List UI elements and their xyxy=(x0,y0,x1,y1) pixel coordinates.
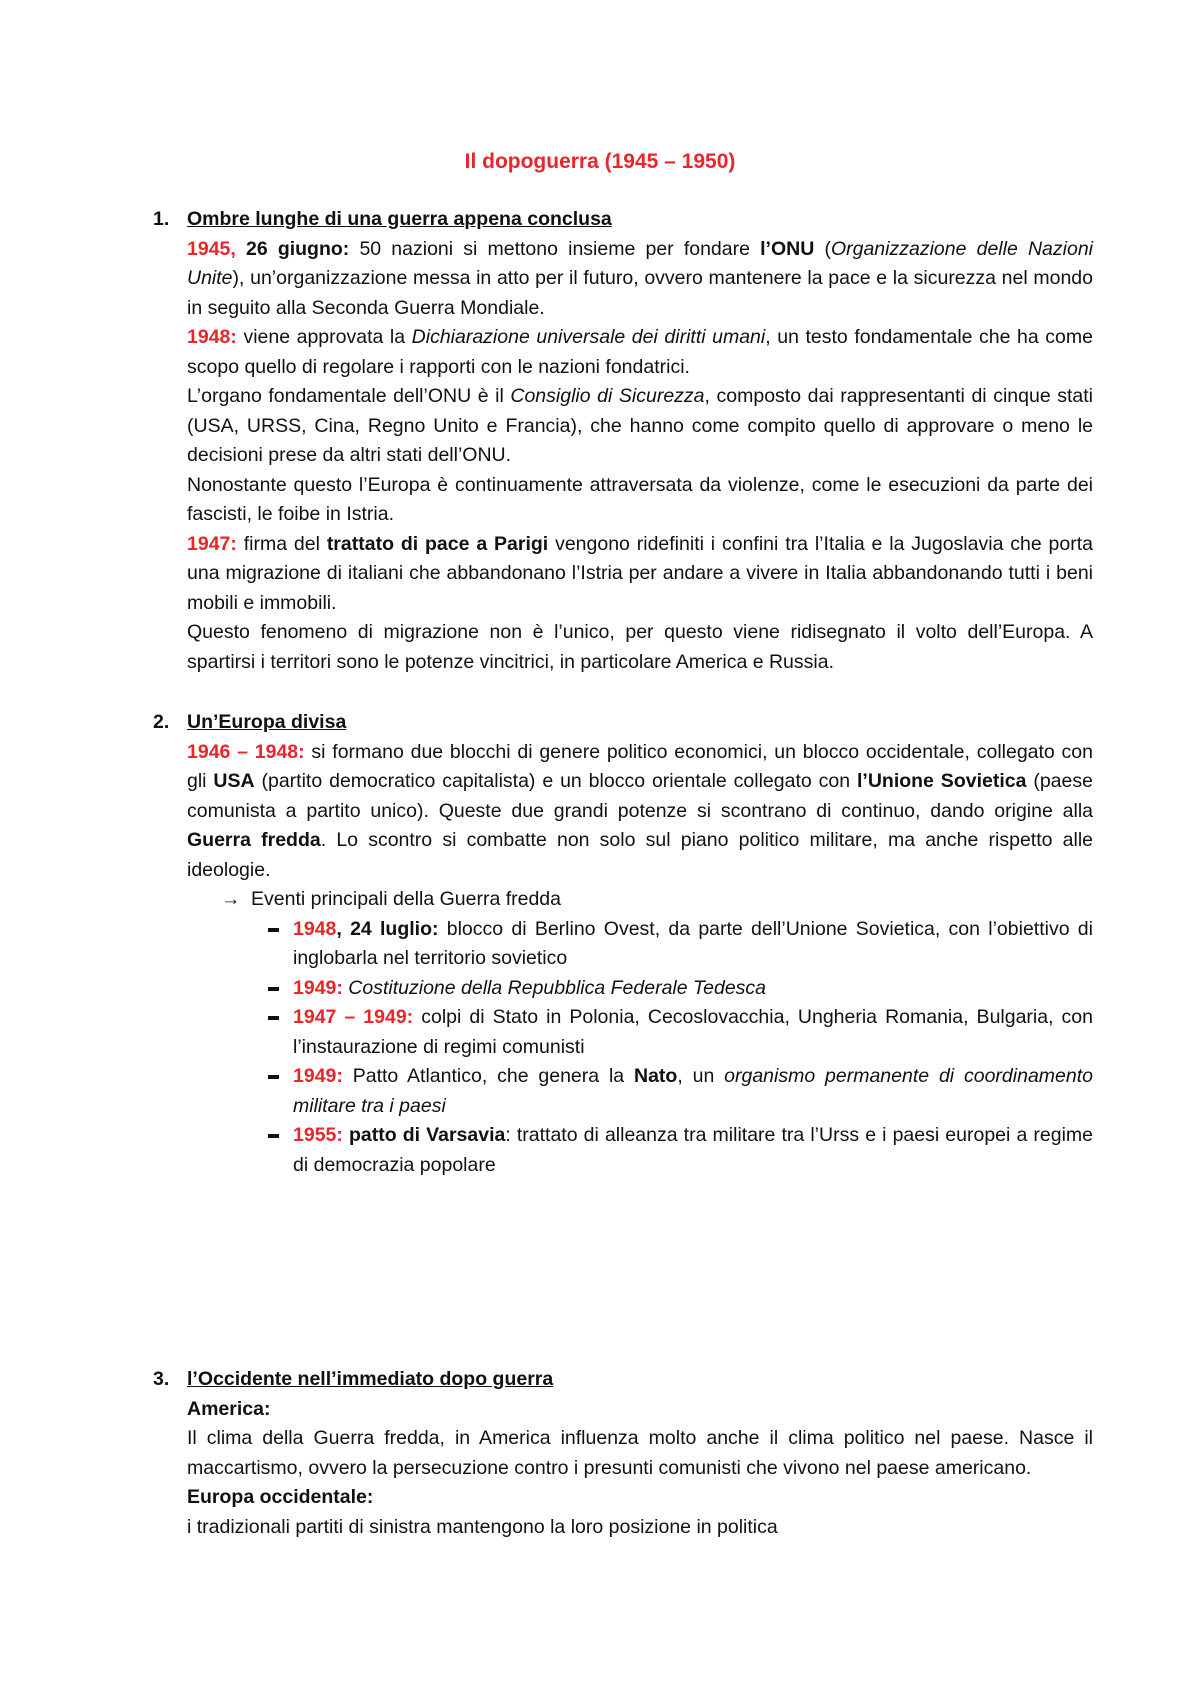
section-body xyxy=(187,235,1093,678)
arrow-item-text: Eventi principali della Guerra fredda xyxy=(251,888,562,910)
italic-text: Organizzazione delle Nazioni Unite xyxy=(187,237,1093,289)
text: vengono ridefiniti i confini tra l’Italia e la Jugoslavia che porta una migrazione di italiani che abbandonano l’Istria per andare a vivere in Italia abbandonando tutti i beni mobili e immobili. xyxy=(187,532,1094,614)
list-item xyxy=(153,974,1093,1004)
section-body xyxy=(187,738,1093,886)
paragraph xyxy=(187,530,1093,619)
section-3 xyxy=(153,1365,1093,1542)
bold-text: patto di Varsavia xyxy=(348,1124,506,1146)
bold-text: Guerra fredda xyxy=(187,829,321,851)
date-label: 1947 – 1949: xyxy=(293,1006,414,1028)
date-label: 1948: xyxy=(187,326,237,348)
paragraph xyxy=(187,618,1093,677)
paragraph: Il clima della Guerra fredda, in America influenza molto anche il clima politico nel paese. Nasce il maccartismo, ovvero la persecuzione contro i presunti comunisti che vivono nel paese americano. xyxy=(187,1427,1093,1479)
list-item xyxy=(153,1003,1093,1062)
text: : trattato di alleanza tra militare tra l’Urss e i paesi europei a regime di democrazia popolare xyxy=(293,1124,1093,1176)
section-2 xyxy=(153,708,1093,1180)
text: si formano due blocchi di genere politico economici, un blocco occidentale, collegato con gli xyxy=(187,740,1093,792)
text: firma del xyxy=(236,532,327,555)
text: Patto Atlantico, che genera la xyxy=(342,1065,634,1087)
subheading: America: xyxy=(187,1397,271,1420)
italic-text: organismo permanente di coordinamento militare tra i paesi xyxy=(293,1065,1093,1117)
bold-text: l’ONU xyxy=(760,237,815,260)
text: 50 nazioni si mettono insieme per fondare xyxy=(349,237,761,260)
paragraph: i tradizionali partiti di sinistra mantengono la loro posizione in politica xyxy=(187,1515,778,1538)
dash-bullet-icon xyxy=(268,987,279,991)
paragraph xyxy=(187,323,1093,382)
events-list xyxy=(153,915,1093,1181)
italic-text: Dichiarazione universale dei diritti umani xyxy=(411,326,766,348)
subheading: Europa occidentale: xyxy=(187,1486,374,1508)
dash-bullet-icon xyxy=(268,1134,279,1138)
text: blocco di Berlino Ovest, da parte dell’Unione Sovietica, con l’obiettivo di inglobarla nel territorio sovietico xyxy=(293,917,1093,969)
paragraph xyxy=(187,382,1093,471)
paragraph xyxy=(187,471,1093,530)
text: ( xyxy=(814,237,831,260)
paragraph xyxy=(187,235,1093,324)
date-label: 1955: xyxy=(293,1124,343,1146)
text: colpi di Stato in Polonia, Cecoslovacchia, Ungheria Romania, Bulgaria, con l’instaurazione di regimi comunisti xyxy=(293,1006,1093,1058)
list-item xyxy=(153,915,1093,974)
bold-text: trattato di pace a Parigi xyxy=(326,532,549,555)
section-title: l’Occidente nell’immediato dopo guerra xyxy=(187,1368,554,1390)
section-heading xyxy=(153,708,1093,738)
section-number: 2. xyxy=(153,711,170,733)
section-heading xyxy=(153,1365,1093,1395)
date-label: 1949: xyxy=(293,1065,343,1087)
text: L’organo fondamentale dell’ONU è il xyxy=(187,385,511,407)
date-label: 1946 – 1948: xyxy=(187,740,305,763)
paragraph xyxy=(187,738,1093,886)
date-label: 1945, xyxy=(187,237,236,260)
date-label: 1948 xyxy=(293,917,337,940)
date-label: 1947: xyxy=(187,532,237,555)
arrow-right-icon: → xyxy=(221,888,241,910)
text: ), un’organizzazione messa in atto per il futuro, ovvero mantenere la pace e la sicurezza nel mondo in seguito alla Seconda Guerra Mondiale. xyxy=(187,267,1093,319)
text: . Lo scontro si combatte non solo sul piano politico militare, ma anche rispetto alle ideologie. xyxy=(187,829,1093,881)
section-title: Un’Europa divisa xyxy=(187,711,347,733)
italic-text: Costituzione della Repubblica Federale Tedesca xyxy=(348,976,767,999)
dash-bullet-icon xyxy=(268,1016,279,1020)
dash-bullet-icon xyxy=(268,1075,279,1079)
text: Nonostante questo l’Europa è continuamente attraversata da violenze, come le esecuzioni da parte dei fascisti, le foibe in Istria. xyxy=(187,473,1093,525)
text: , composto dai rappresentanti di cinque stati (USA, URSS, Cina, Regno Unito e Francia), che hanno come compito quello di approvare o meno le decisioni prese da altri stati dell’ONU. xyxy=(187,385,1094,466)
section-1 xyxy=(153,205,1093,677)
text: viene approvata la xyxy=(236,326,412,348)
section-heading xyxy=(153,205,1093,235)
bold-text: l’Unione Sovietica xyxy=(856,770,1027,792)
text: , un testo fondamentale che ha come scopo quello di regolare i rapporti con le nazioni fondatrici. xyxy=(187,326,1093,378)
section-number: 1. xyxy=(153,208,170,230)
section-number: 3. xyxy=(153,1368,170,1390)
date-detail: 26 giugno: xyxy=(235,237,350,260)
list-item xyxy=(153,1121,1093,1180)
bold-text: USA xyxy=(213,770,255,792)
text: (partito democratico capitalista) e un blocco orientale collegato con xyxy=(254,770,857,792)
date-detail: , 24 luglio: xyxy=(336,917,439,940)
arrow-item xyxy=(221,885,1093,915)
dash-bullet-icon xyxy=(268,928,279,932)
page-title: Il dopoguerra (1945 – 1950) xyxy=(464,150,736,173)
text: , un xyxy=(677,1065,725,1087)
list-item xyxy=(153,1062,1093,1121)
text: (paese comunista a partito unico). Queste due grandi potenze si scontrano di continuo, dando origine alla xyxy=(187,770,1093,822)
date-label: 1949: xyxy=(293,976,343,999)
text: Questo fenomeno di migrazione non è l’unico, per questo viene ridisegnato il volto dell’Europa. A spartirsi i territori sono le potenze vincitrici, in particolare America e Russia. xyxy=(187,621,1093,673)
section-title: Ombre lunghe di una guerra appena conclusa xyxy=(187,208,612,230)
italic-text: Consiglio di Sicurezza xyxy=(510,385,705,407)
bold-text: Nato xyxy=(633,1065,678,1087)
section-body xyxy=(187,1395,1093,1543)
